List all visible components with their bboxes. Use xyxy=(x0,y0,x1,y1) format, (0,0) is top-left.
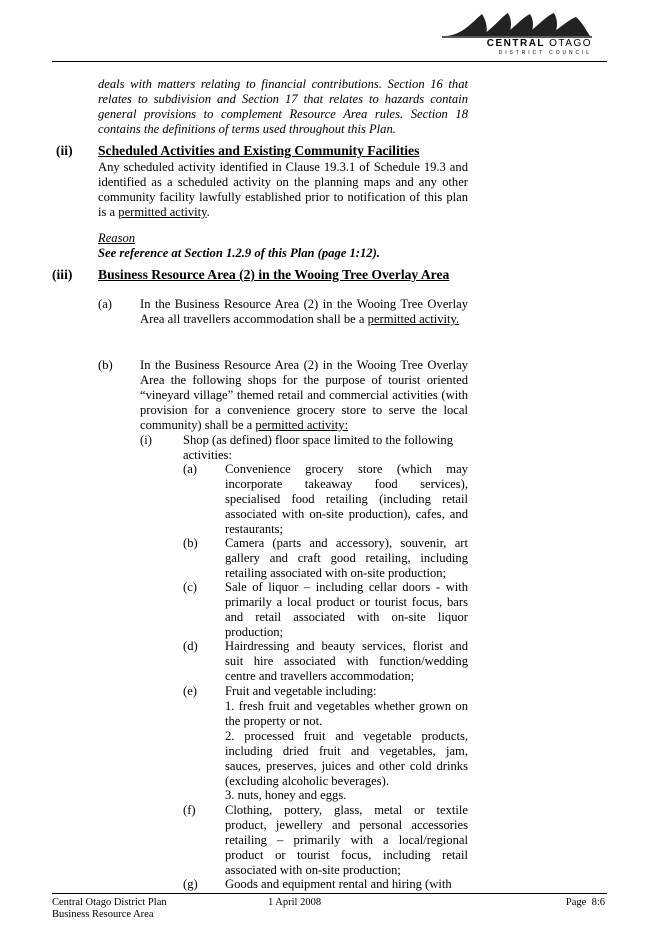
footer-section-name: Business Resource Area xyxy=(52,909,154,920)
council-logo xyxy=(442,10,592,56)
activity-e-sub-3: 3. nuts, honey and eggs. xyxy=(225,788,347,802)
logo-wordmark: CENTRAL OTAGO xyxy=(486,38,592,49)
footer-rule xyxy=(52,893,607,894)
mountains-icon xyxy=(442,10,592,40)
item-b-text: In the Business Resource Area (2) in the Wooing Tree Overlay Area the following shops for the purpose of tourist oriented “vineyard village” themed retail and commercial activities (with provision for a convenience grocery store to serve the local community) shall be a permitted activity: xyxy=(140,358,468,432)
activity-g-text: Goods and equipment rental and hiring (with xyxy=(225,877,452,891)
subitem-i-label: (i) xyxy=(140,433,152,447)
footer-date: 1 April 2008 xyxy=(268,897,322,908)
activity-e-label: (e) xyxy=(183,684,197,698)
activity-g-label: (g) xyxy=(183,877,198,891)
permitted-activity-term: permitted activity. xyxy=(367,312,460,326)
activity-a-text: Convenience grocery store (which may incorporate takeaway food services), specialised food retailing (including retail associated with on-site production), cafes, and restaurants; xyxy=(225,462,468,536)
footer-page-number: Page 8:6 xyxy=(565,897,605,908)
activity-e-sub-2: 2. processed fruit and vegetable products, including dried fruit and vegetables, jam, sauces, preserves, juices and other cold drinks (excluding alcoholic beverages). xyxy=(225,729,468,788)
activity-d-label: (d) xyxy=(183,639,198,653)
activity-f-text: Clothing, pottery, glass, metal or textile product, jewellery and personal accessories retailing – primarily with a local/regional product or tourist focus, including retail associated with on-site production; xyxy=(225,803,468,877)
permitted-activity-term: permitted activity xyxy=(118,205,207,219)
activity-a-label: (a) xyxy=(183,462,197,476)
item-a-text: In the Business Resource Area (2) in the Wooing Tree Overlay Area all travellers accommodation shall be a permitted activity. xyxy=(140,297,468,326)
section-iii-number: (iii) xyxy=(52,267,73,282)
activity-b-text: Camera (parts and accessory), souvenir, art gallery and craft good retailing, including retailing associated with on-site production; xyxy=(225,536,468,580)
logo-subtitle: DISTRICT COUNCIL xyxy=(498,50,592,56)
header-rule xyxy=(52,61,607,62)
permitted-activity-term: permitted activity: xyxy=(255,418,349,432)
activity-f-label: (f) xyxy=(183,803,196,817)
activity-c-label: (c) xyxy=(183,580,197,594)
activity-d-text: Hairdressing and beauty services, florist and suit hire associated with function/wedding centre and travellers accommodation; xyxy=(225,639,468,683)
intro-paragraph: deals with matters relating to financial contributions. Section 16 that relates to subdivision and Section 17 that relates to hazards contain general provisions to complement Resource Area rules. Section 18 contains the definitions of terms used throughout this Plan. xyxy=(98,77,468,136)
footer-plan-name: Central Otago District Plan xyxy=(52,897,167,908)
footer-left xyxy=(52,897,167,921)
section-ii-number: (ii) xyxy=(56,143,73,158)
section-iii-heading: Business Resource Area (2) in the Wooing Tree Overlay Area xyxy=(98,267,450,282)
subitem-i-text: Shop (as defined) floor space limited to the following activities: xyxy=(183,433,454,462)
section-ii-body: Any scheduled activity identified in Clause 19.3.1 of Schedule 19.3 and identified as a scheduled activity on the planning maps and any other community facility lawfully established prior to notification of this plan is a permitted activity. xyxy=(98,160,468,219)
item-b-label: (b) xyxy=(98,358,113,372)
activity-e-sub-1: 1. fresh fruit and vegetables whether grown on the property or not. xyxy=(225,699,468,728)
reason-text: See reference at Section 1.2.9 of this Plan (page 1:12). xyxy=(98,246,380,260)
reason-label: Reason xyxy=(98,231,136,245)
section-ii-heading: Scheduled Activities and Existing Community Facilities xyxy=(98,143,420,158)
item-a-label: (a) xyxy=(98,297,112,311)
activity-e-text: Fruit and vegetable including: xyxy=(225,684,377,698)
activity-b-label: (b) xyxy=(183,536,198,550)
activity-c-text: Sale of liquor – including cellar doors - with primarily a local product or tourist focus, bars and retail associated with on-site liquor production; xyxy=(225,580,468,639)
